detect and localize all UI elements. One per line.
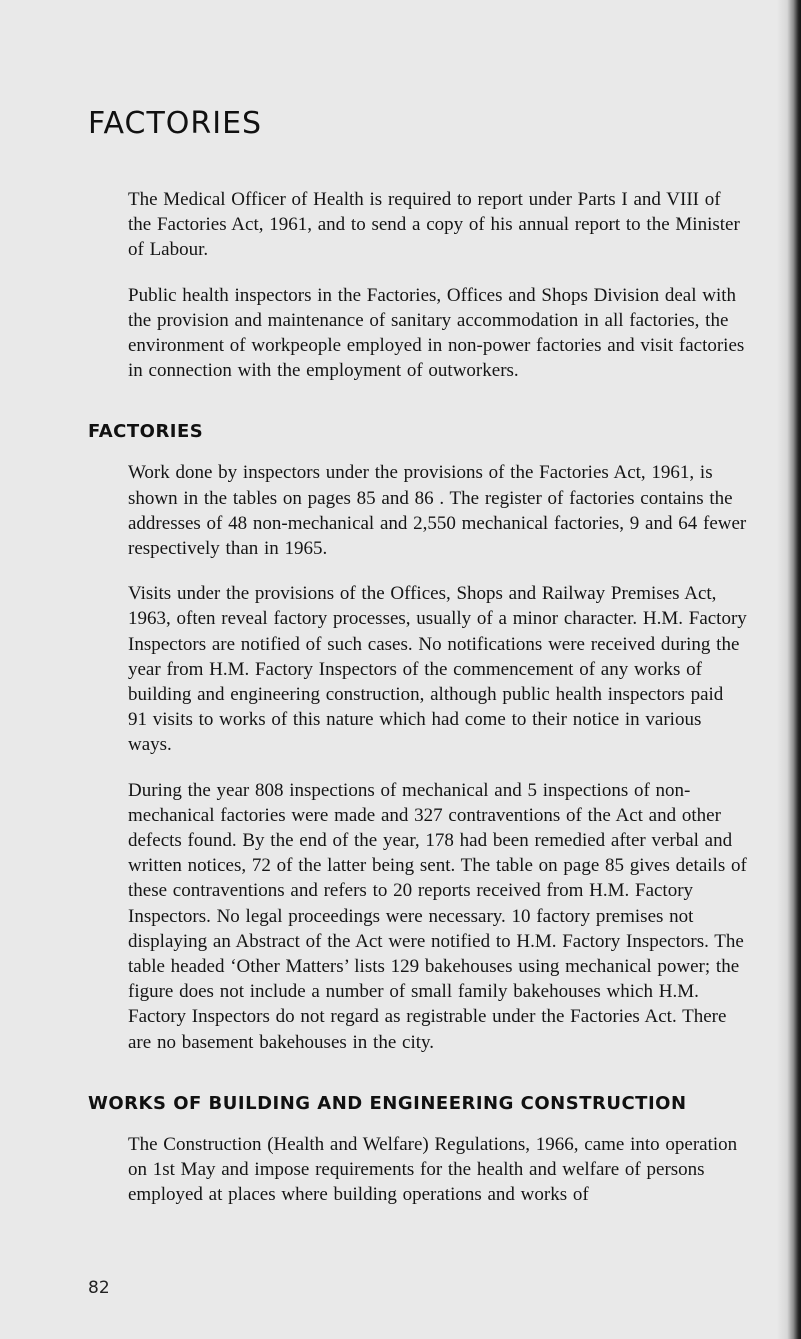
factories-paragraph-1: Work done by inspectors under the provisions of the Factories Act, 1961, is shown in the tables on pages 85 and 86 . The register of factories contains the addresses of 48 non-mechanical and 2,550 mechanical factories, 9 and 64 fewer respectively than in 1965. [128, 462, 747, 560]
intro-paragraph-2: Public health inspectors in the Factories, Offices and Shops Division deal with the provision and maintenance of sanitary accommodation in all factories, the environment of workpeople employed in non-power factories and visit factories in connection with the employment of outworkers. [128, 284, 745, 382]
document-body [88, 106, 748, 1228]
section-heading-factories: FACTORIES [88, 421, 204, 443]
construction-paragraph-1: The Construction (Health and Welfare) Regulations, 1966, came into operation on 1st May and impose requirements for the health and welfare of persons employed at places where building operations and works of [128, 1133, 738, 1206]
section-heading-works-construction: WORKS OF BUILDING AND ENGINEERING CONSTRUCTION [88, 1092, 687, 1114]
intro-paragraph-1: The Medical Officer of Health is required to report under Parts I and VIII of the Factories Act, 1961, and to send a copy of his annual report to the Minister of Labour. [128, 189, 740, 261]
page-number: 82 [88, 1278, 110, 1298]
factories-paragraph-2: Visits under the provisions of the Offices, Shops and Railway Premises Act, 1963, often reveal factory processes, usually of a minor character. H.M. Factory Inspectors are notified of such cases. No notifications were received during the year from H.M. Factory Inspectors of the commencement of any works of building and engineering construction, although public health inspectors paid 91 visits to works of this nature which had come to their notice in various ways. [128, 583, 747, 756]
page-title: FACTORIES [88, 106, 263, 141]
page-binding-edge [787, 0, 801, 1339]
factories-paragraph-3: During the year 808 inspections of mechanical and 5 inspections of non-mechanical factories were made and 327 contraventions of the Act and other defects found. By the end of the year, 178 had been remedied after verbal and written notices, 72 of the latter being sent. The table on page 85 gives details of these contraventions and refers to 20 reports received from H.M. Factory Inspectors. No legal proceedings were necessary. 10 factory premises not displaying an Abstract of the Act were notified to H.M. Factory Inspectors. The table headed ‘Other Matters’ lists 129 bakehouses using mechanical power; the figure does not include a number of small family bakehouses which H.M. Factory Inspectors do not regard as registrable under the Factories Act. There are no basement bakehouses in the city. [128, 779, 747, 1053]
